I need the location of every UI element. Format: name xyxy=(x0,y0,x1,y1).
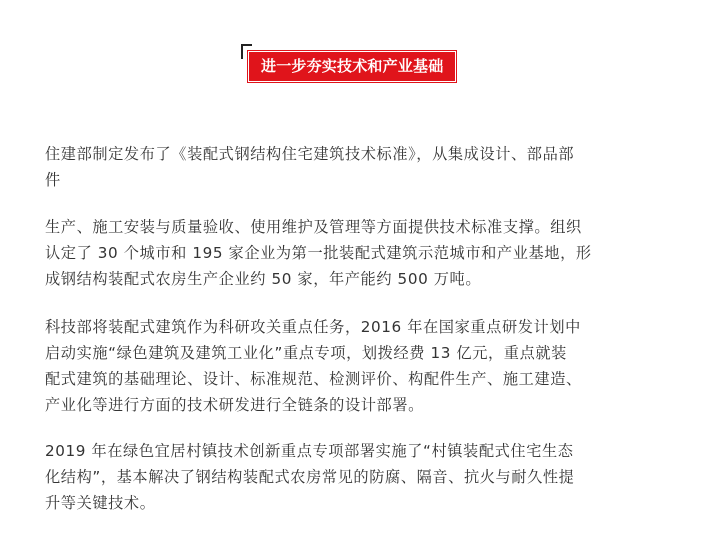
paragraph-line: 件 xyxy=(45,171,61,189)
section-heading-label: 进一步夯实技术和产业基础 xyxy=(248,51,456,82)
paragraph-line: 认定了 30 个城市和 195 家企业为第一批装配式建筑示范城市和产业基地，形 xyxy=(45,244,592,262)
paragraph-1 xyxy=(45,141,675,193)
paragraph-3 xyxy=(45,314,675,418)
paragraph-line: 配式建筑的基础理论、设计、标准规范、检测评价、构配件生产、施工建造、 xyxy=(45,370,582,388)
paragraph-line: 2019 年在绿色宜居村镇技术创新重点专项部署实施了“村镇装配式住宅生态 xyxy=(45,442,574,460)
paragraph-line: 升等关键技术。 xyxy=(45,494,156,512)
paragraph-line: 生产、施工安装与质量验收、使用维护及管理等方面提供技术标准支撑。组织 xyxy=(45,218,582,236)
paragraph-2 xyxy=(45,214,675,292)
paragraph-4 xyxy=(45,438,675,516)
paragraph-line: 化结构”，基本解决了钢结构装配式农房常见的防腐、隔音、抗火与耐久性提 xyxy=(45,468,575,486)
paragraph-line: 产业化等进行方面的技术研发进行全链条的设计部署。 xyxy=(45,396,424,414)
paragraph-line: 启动实施“绿色建筑及建筑工业化”重点专项，划拨经费 13 亿元，重点就装 xyxy=(45,344,567,362)
paragraph-line: 成钢结构装配式农房生产企业约 50 家，年产能约 500 万吨。 xyxy=(45,270,482,288)
paragraph-line: 住建部制定发布了《装配式钢结构住宅建筑技术标准》，从集成设计、部品部 xyxy=(45,145,575,163)
paragraph-line: 科技部将装配式建筑作为科研攻关重点任务，2016 年在国家重点研发计划中 xyxy=(45,318,581,336)
section-heading xyxy=(241,44,481,84)
